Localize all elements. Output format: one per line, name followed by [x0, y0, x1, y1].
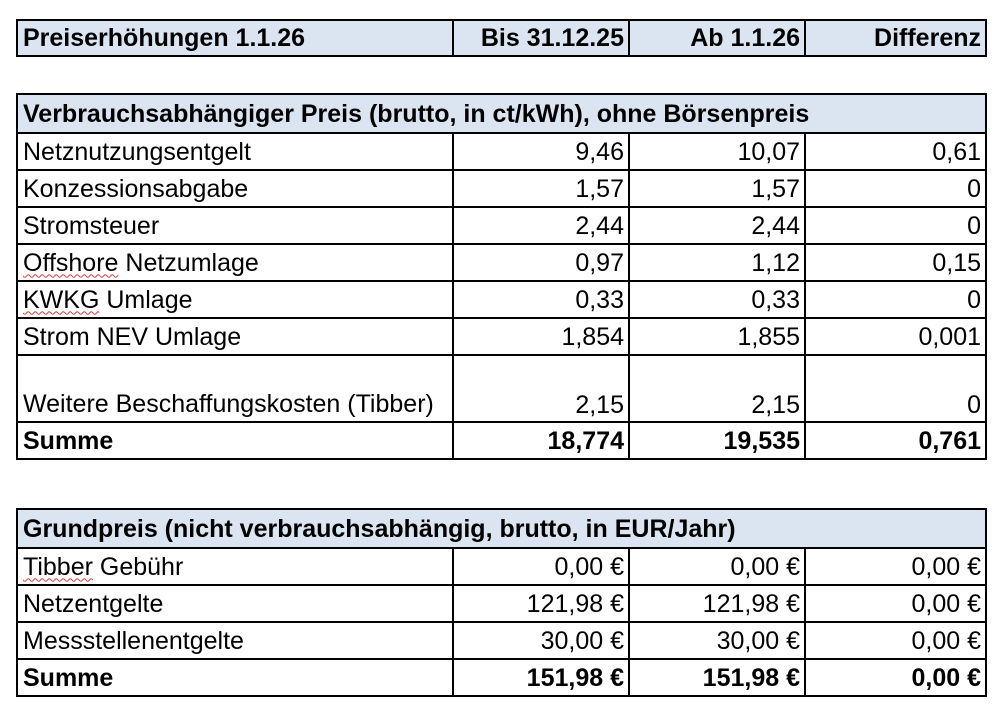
sum-row: [17, 659, 986, 696]
sum-label: Summe: [17, 422, 453, 459]
sum-label: Summe: [17, 659, 453, 696]
row-label: Netzentgelte: [17, 585, 453, 622]
value-diff: 0,61: [805, 133, 986, 170]
value-before: 0,00 €: [453, 548, 629, 585]
value-after: 2,44: [629, 207, 805, 244]
table-row: [17, 355, 986, 422]
value-diff: 0,00 €: [805, 585, 986, 622]
row-label: Tibber Gebühr: [17, 548, 453, 585]
row-label: KWKG Umlage: [17, 281, 453, 318]
sum-diff: 0,761: [805, 422, 986, 459]
table-row: [17, 585, 986, 622]
value-diff: 0,15: [805, 244, 986, 281]
sum-after: 151,98 €: [629, 659, 805, 696]
row-label: Weitere Beschaffungskosten (Tibber): [17, 355, 453, 422]
value-after: 1,12: [629, 244, 805, 281]
value-after: 10,07: [629, 133, 805, 170]
section-title-row: [17, 94, 986, 133]
value-diff: 0,00 €: [805, 548, 986, 585]
value-diff: 0,001: [805, 318, 986, 355]
header-col-before: Bis 31.12.25: [453, 20, 629, 56]
section-title-row: [17, 509, 986, 548]
sum-row: [17, 422, 986, 459]
header-table: [16, 19, 987, 57]
value-before: 121,98 €: [453, 585, 629, 622]
table-row: [17, 622, 986, 659]
value-before: 30,00 €: [453, 622, 629, 659]
table-row: [17, 133, 986, 170]
value-diff: 0,00 €: [805, 622, 986, 659]
row-label: Offshore Netzumlage: [17, 244, 453, 281]
value-after: 0,33: [629, 281, 805, 318]
row-label: Konzessionsabgabe: [17, 170, 453, 207]
table-row: [17, 207, 986, 244]
value-after: 121,98 €: [629, 585, 805, 622]
value-after: 2,15: [629, 355, 805, 422]
sum-before: 151,98 €: [453, 659, 629, 696]
value-before: 2,15: [453, 355, 629, 422]
table-row: [17, 170, 986, 207]
header-row: [17, 20, 986, 56]
table-row: [17, 244, 986, 281]
value-before: 1,854: [453, 318, 629, 355]
row-label: Stromsteuer: [17, 207, 453, 244]
value-after: 30,00 €: [629, 622, 805, 659]
value-before: 1,57: [453, 170, 629, 207]
row-label: Strom NEV Umlage: [17, 318, 453, 355]
value-after: 1,57: [629, 170, 805, 207]
sum-after: 19,535: [629, 422, 805, 459]
sum-diff: 0,00 €: [805, 659, 986, 696]
header-col-after: Ab 1.1.26: [629, 20, 805, 56]
variable-price-table: [16, 93, 987, 460]
table-row: [17, 281, 986, 318]
table-row: [17, 318, 986, 355]
value-diff: 0: [805, 355, 986, 422]
sum-before: 18,774: [453, 422, 629, 459]
value-diff: 0: [805, 207, 986, 244]
value-diff: 0: [805, 170, 986, 207]
variable-section-title: Verbrauchsabhängiger Preis (brutto, in ct/kWh), ohne Börsenpreis: [17, 94, 986, 133]
row-label: Netznutzungsentgelt: [17, 133, 453, 170]
header-col-diff: Differenz: [805, 20, 986, 56]
header-title: Preiserhöhungen 1.1.26: [17, 20, 453, 56]
value-before: 0,33: [453, 281, 629, 318]
value-diff: 0: [805, 281, 986, 318]
row-label: Messstellenentgelte: [17, 622, 453, 659]
table-row: [17, 548, 986, 585]
value-after: 1,855: [629, 318, 805, 355]
value-after: 0,00 €: [629, 548, 805, 585]
base-price-table: [16, 508, 987, 697]
value-before: 0,97: [453, 244, 629, 281]
value-before: 9,46: [453, 133, 629, 170]
value-before: 2,44: [453, 207, 629, 244]
base-section-title: Grundpreis (nicht verbrauchsabhängig, brutto, in EUR/Jahr): [17, 509, 986, 548]
